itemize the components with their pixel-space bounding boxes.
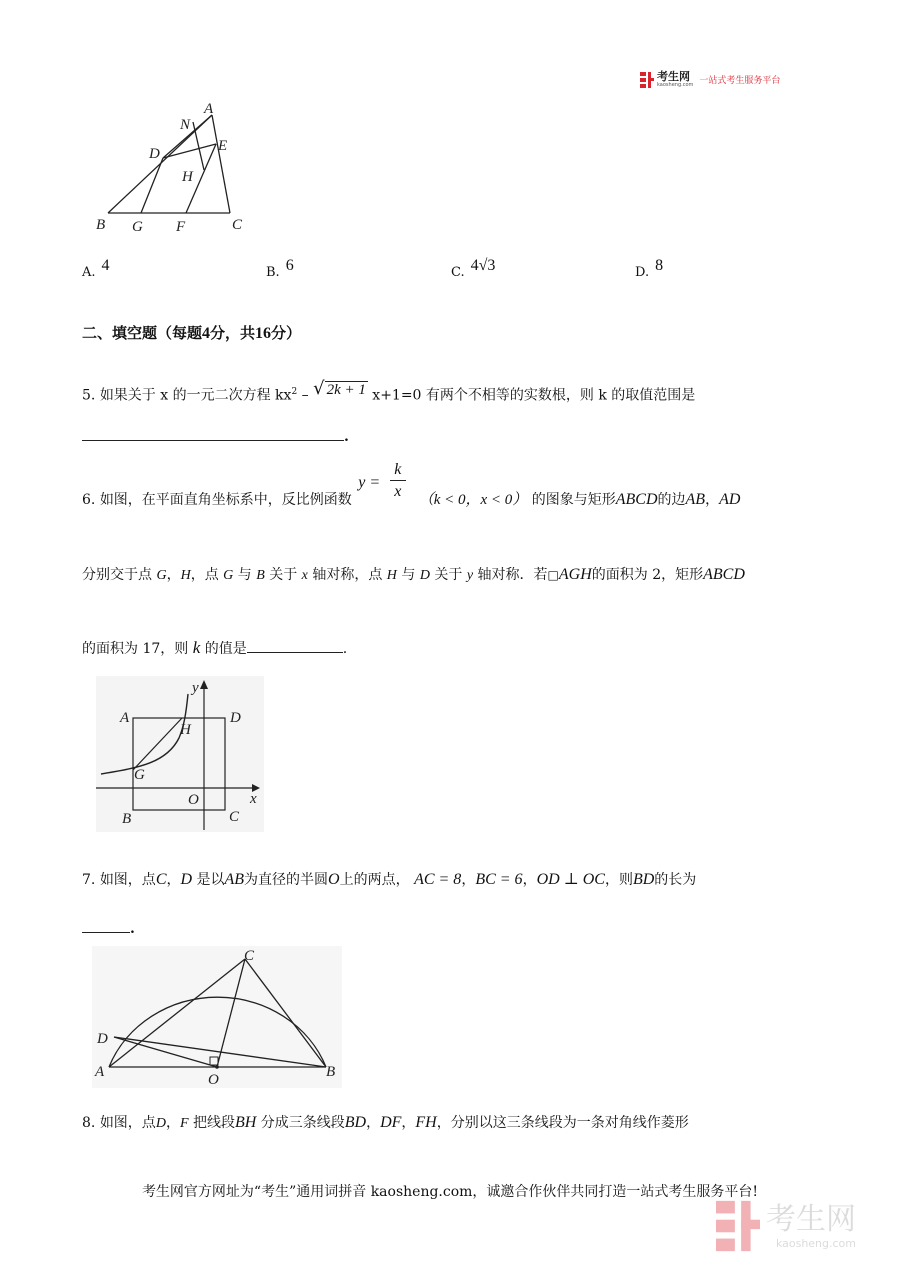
q7-number: 7. xyxy=(82,872,96,888)
q5-sqrt: √ 2k + 1 xyxy=(313,377,366,399)
footer-note: 考生网官方网址为“考生”通用词拼音 kaosheng.com，诚邀合作伙伴共同打造一站式考生服务平台! xyxy=(141,1184,759,1200)
q8-number: 8. xyxy=(82,1115,96,1131)
option-a xyxy=(82,257,110,283)
label-b: B xyxy=(122,811,132,827)
option-d-value: 8 xyxy=(655,257,664,274)
option-b-value: 6 xyxy=(285,257,294,274)
option-c xyxy=(451,257,496,283)
label-b: B xyxy=(96,217,106,233)
label-g: G xyxy=(132,219,143,235)
option-d-letter: D. xyxy=(635,265,650,280)
question-5: 5. 如果关于 x 的一元二次方程 $kx^2$ – √ 2k + 1 x+1=0 有两个不相等的实数根，则 k 的取值范围是 xyxy=(82,377,696,404)
side-ac xyxy=(212,115,230,213)
label-g: G xyxy=(134,767,145,783)
label-y: y xyxy=(192,680,199,696)
q5-answer-blank[interactable]: . xyxy=(82,426,349,447)
logo-name: 考生网 xyxy=(657,70,690,83)
header-logo xyxy=(640,71,780,88)
label-a: A xyxy=(95,1064,105,1080)
label-c: C xyxy=(229,809,240,825)
label-e: E xyxy=(218,138,228,154)
option-c-letter: C. xyxy=(451,265,465,280)
question-6-line-3: 的面积为 17，则 k 的值是 . xyxy=(82,638,348,657)
option-a-letter: A. xyxy=(82,265,96,280)
label-c: C xyxy=(244,948,255,964)
option-b xyxy=(266,257,294,283)
question-7: 7. 如图，点C，D 是以AB为直径的半圆O上的两点， AC = 8，BC = 6，OD ⊥ OC，则BD的长为 xyxy=(82,871,697,888)
label-d: D xyxy=(230,710,241,726)
label-c: C xyxy=(232,217,243,233)
option-d xyxy=(635,257,664,283)
logo-tagline: 一站式考生服务平台 xyxy=(699,76,781,86)
question-6-line-2: 分别交于点 G，H，点 G 与 B 关于 x 轴对称，点 H 与 D 关于 y 轴对称．若□AGH的面积为 2，矩形ABCD xyxy=(82,566,745,583)
label-a: A xyxy=(204,101,214,117)
label-n: N xyxy=(180,117,191,133)
segment-nh xyxy=(193,122,204,170)
label-d: D xyxy=(97,1031,108,1047)
label-o: O xyxy=(188,792,199,808)
logo-domain: kaosheng.com xyxy=(657,82,694,88)
figure-triangle xyxy=(88,96,258,238)
label-x: x xyxy=(250,791,257,807)
label-o: O xyxy=(208,1072,219,1088)
segment-dg xyxy=(141,158,163,213)
watermark-name: 考生网 xyxy=(766,1201,856,1237)
label-b: B xyxy=(326,1064,336,1080)
option-a-value: 4 xyxy=(101,257,110,274)
question-8: 8. 如图，点D，F 把线段BH 分成三条线段BD，DF，FH，分别以这三条线段为一条对角线作菱形 xyxy=(82,1114,689,1131)
option-b-letter: B. xyxy=(266,265,280,280)
label-h: H xyxy=(182,169,193,185)
label-h: H xyxy=(180,722,191,738)
figure-coordinate xyxy=(96,676,264,832)
q7-answer-blank[interactable]: . xyxy=(82,918,135,939)
q6-answer-blank[interactable] xyxy=(247,638,343,653)
section-heading: 二、填空题（每题4分，共16分） xyxy=(82,324,302,342)
q6-fraction: y = k x xyxy=(356,484,414,504)
label-a: A xyxy=(120,710,130,726)
watermark-logo xyxy=(716,1200,856,1252)
watermark-domain: kaosheng.com xyxy=(775,1236,856,1250)
center-point xyxy=(215,1065,219,1069)
label-d: D xyxy=(149,146,160,162)
logo-mark-icon xyxy=(640,72,654,88)
label-f: F xyxy=(176,219,186,235)
q6-number: 6. xyxy=(82,492,96,508)
question-6-line-1: 6. 如图，在平面直角坐标系中，反比例函数 y = k x （k < 0，x < 0） 的图象与矩形ABCD的边AB，AD xyxy=(82,461,741,508)
q5-number: 5. xyxy=(82,387,96,404)
watermark-mark-icon xyxy=(716,1200,760,1252)
option-c-value: 4√3 xyxy=(470,257,496,274)
figure-semicircle xyxy=(92,946,342,1088)
